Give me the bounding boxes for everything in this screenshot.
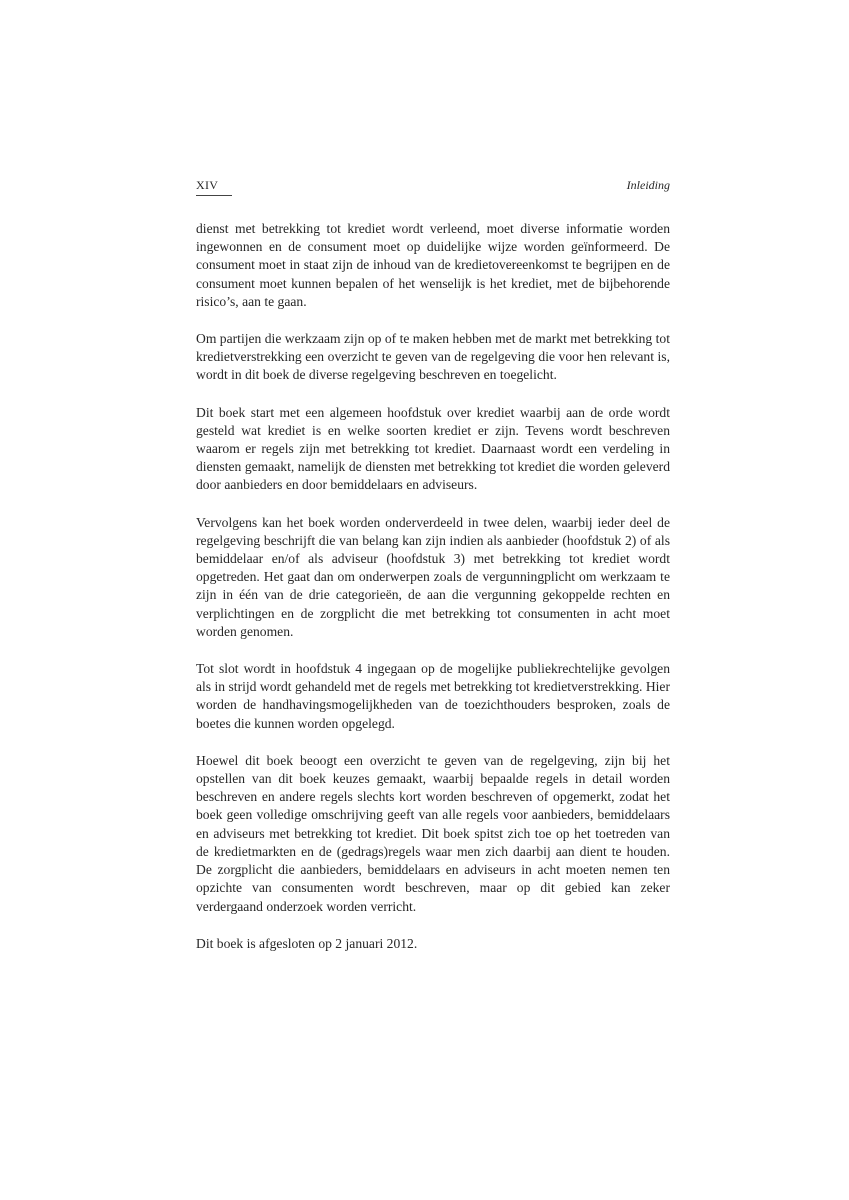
page-body	[196, 220, 670, 972]
paragraph-5: Tot slot wordt in hoofdstuk 4 ingegaan op de mogelijke publiekrechtelijke gevolgen als in strijd wordt gehandeld met de regels met betrekking tot kredietverstrekking. Hier worden de handhavingsmogelijkheden van de toezichthouders besproken, zoals de boetes die kunnen worden opgelegd.	[196, 661, 670, 731]
paragraph-1: dienst met betrekking tot krediet wordt verleend, moet diverse informatie worden ingewonnen en de consument moet op duidelijke wijze worden geïnformeerd. De consument moet in staat zijn de inhoud van de kredietovereenkomst te begrijpen en de consument moet kunnen bepalen of het wenselijk is het krediet, met de bijbehorende risico’s, aan te gaan.	[196, 221, 670, 309]
page-number: XIV	[196, 178, 232, 196]
paragraph-7: Dit boek is afgesloten op 2 januari 2012.	[196, 935, 418, 951]
paragraph-4: Vervolgens kan het boek worden onderverdeeld in twee delen, waarbij ieder deel de regelgeving beschrijft die van belang kan zijn indien als aanbieder (hoofdstuk 2) of als bemiddelaar en/of als adviseur (hoofdstuk 3) met betrekking tot krediet wordt opgetreden. Het gaat dan om onderwerpen zoals de vergunningplicht om werkzaam te zijn in één van de drie categorieën, de aan die vergunning gekoppelde rechten en verplichtingen en de zorgplicht die met betrekking tot consumenten in acht moet worden genomen.	[196, 514, 670, 639]
paragraph-6: Hoewel dit boek beoogt een overzicht te geven van de regelgeving, zijn bij het opstellen van dit boek keuzes gemaakt, waarbij bepaalde regels in detail worden beschreven en andere regels slechts kort worden beschreven of opgemerkt, zodat het boek geen volledige omschrijving geeft van alle regels voor aanbieders, bemiddelaars en adviseurs met betrekking tot krediet. Dit boek spitst zich toe op het toetreden van de kredietmarkten en de (gedrags)regels waar men zich daarbij aan dient te houden. De zorgplicht die aanbieders, bemiddelaars en adviseurs in acht moeten nemen ten opzichte van consumenten wordt beschreven, maar op dit gebied kan zeker verdergaand onderzoek worden verricht.	[196, 752, 670, 914]
paragraph-3: Dit boek start met een algemeen hoofdstuk over krediet waarbij aan de orde wordt gesteld wat krediet is en welke soorten krediet er zijn. Tevens wordt beschreven waarom er regels zijn met betrekking tot krediet. Daarnaast wordt een verdeling in diensten gemaakt, namelijk de diensten met betrekking tot krediet die worden geleverd door aanbieders en door bemiddelaars en adviseurs.	[196, 404, 670, 493]
paragraph-2: Om partijen die werkzaam zijn op of te maken hebben met de markt met betrekking tot kredietverstrekking een overzicht te geven van de regelgeving die voor hen relevant is, wordt in dit boek de diverse regelgeving beschreven en toegelicht.	[196, 331, 670, 383]
running-title: Inleiding	[626, 178, 670, 192]
page-header	[196, 178, 670, 198]
